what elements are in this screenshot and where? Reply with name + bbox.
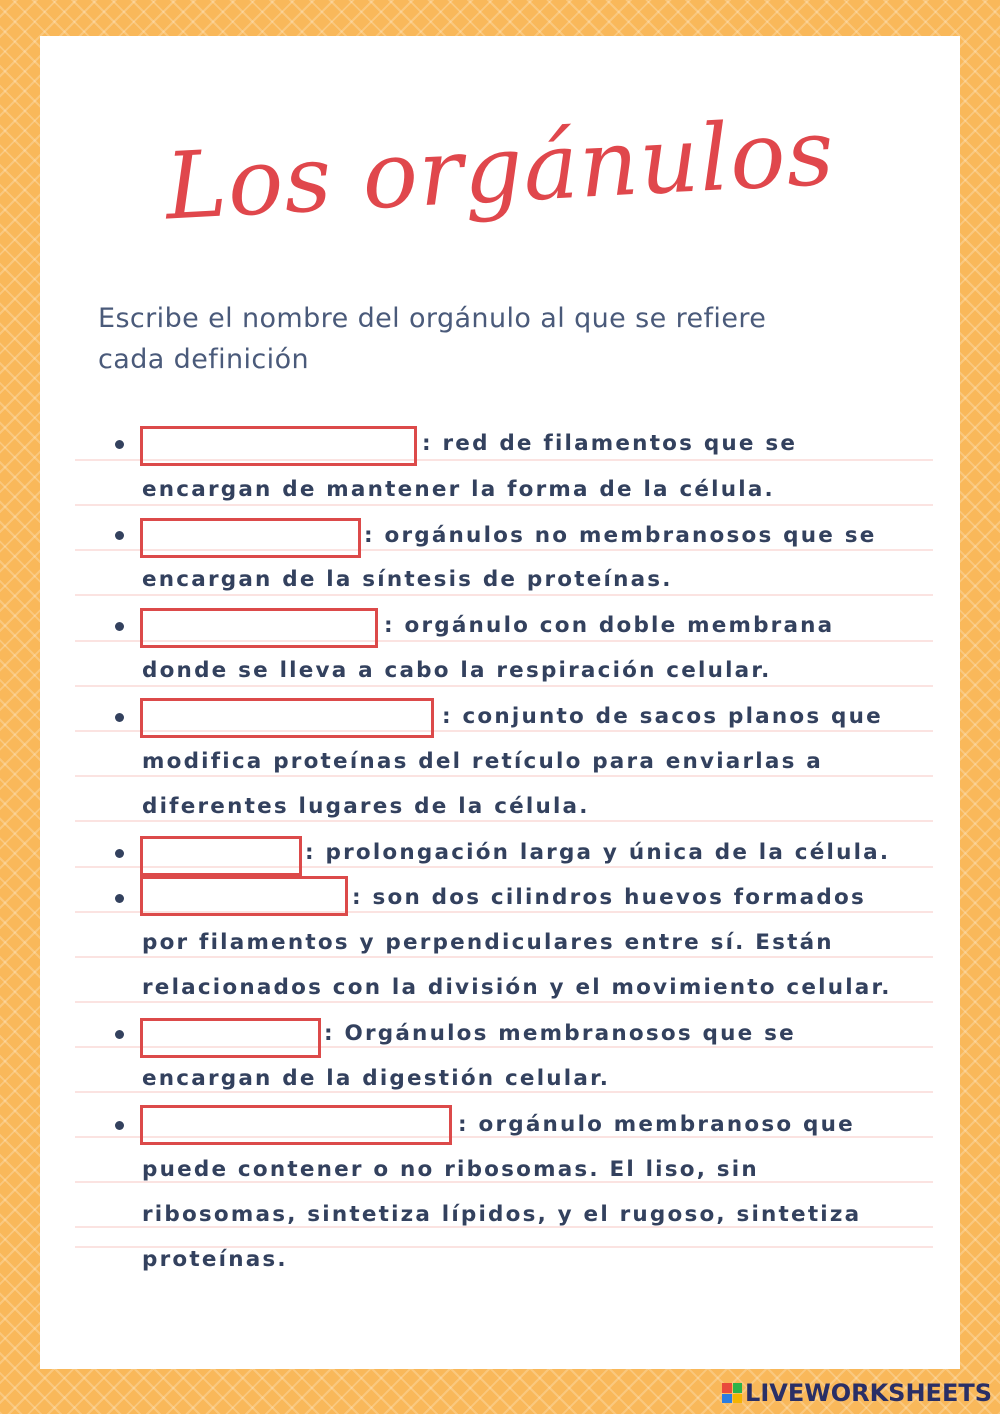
bullet xyxy=(115,1030,124,1039)
worksheet-page xyxy=(40,36,960,1369)
answer-input-8[interactable] xyxy=(140,1105,452,1145)
definition-text: donde se lleva a cabo la respiración celular. xyxy=(142,658,772,683)
bullet xyxy=(115,622,124,631)
definition-text: modifica proteínas del retículo para enviarlas a xyxy=(142,749,823,774)
instruction-line: Escribe el nombre del orgánulo al que se refiere xyxy=(98,303,767,334)
answer-input-4[interactable] xyxy=(140,698,434,738)
definition-text: ribosomas, sintetiza lípidos, y el rugoso, sintetiza xyxy=(142,1202,862,1227)
definition-text: encargan de la digestión celular. xyxy=(142,1066,611,1091)
bullet xyxy=(115,713,124,722)
definition-text: proteínas. xyxy=(142,1247,288,1272)
answer-input-3[interactable] xyxy=(140,608,378,648)
answer-input-6[interactable] xyxy=(140,876,348,916)
bullet xyxy=(115,531,124,540)
definition-text: encargan de la síntesis de proteínas. xyxy=(142,567,673,592)
bullet xyxy=(115,1121,124,1130)
definition-text: : conjunto de sacos planos que xyxy=(442,704,883,729)
answer-input-5[interactable] xyxy=(140,836,302,876)
definition-text: : orgánulo con doble membrana xyxy=(384,613,835,638)
definition-text: : orgánulo membranoso que xyxy=(458,1112,855,1137)
definition-text: : Orgánulos membranosos que se xyxy=(324,1021,796,1046)
bullet xyxy=(115,849,124,858)
answer-input-1[interactable] xyxy=(140,426,417,466)
definition-text: diferentes lugares de la célula. xyxy=(142,794,590,819)
page-title: Los orgánulos xyxy=(162,98,838,241)
definition-text: : red de filamentos que se xyxy=(422,431,798,456)
definition-text: : orgánulos no membranosos que se xyxy=(364,523,877,548)
answer-input-2[interactable] xyxy=(140,518,361,558)
bullet xyxy=(115,894,124,903)
definition-text: : prolongación larga y única de la célula. xyxy=(305,840,891,865)
instruction-line: cada definición xyxy=(98,344,310,375)
logo-text: LIVEWORKSHEETS xyxy=(745,1379,992,1407)
definition-text: por filamentos y perpendiculares entre sí. Están xyxy=(142,930,834,955)
answer-input-7[interactable] xyxy=(140,1018,321,1058)
definition-text: : son dos cilindros huevos formados xyxy=(352,885,866,910)
instructions xyxy=(98,298,858,380)
logo-cube-icon xyxy=(722,1383,742,1403)
definition-text: relacionados con la división y el movimiento celular. xyxy=(142,975,892,1000)
definition-text: puede contener o no ribosomas. El liso, sin xyxy=(142,1157,759,1182)
definition-text: encargan de mantener la forma de la célula. xyxy=(142,477,775,502)
bullet xyxy=(115,440,124,449)
liveworksheets-logo xyxy=(722,1378,992,1408)
